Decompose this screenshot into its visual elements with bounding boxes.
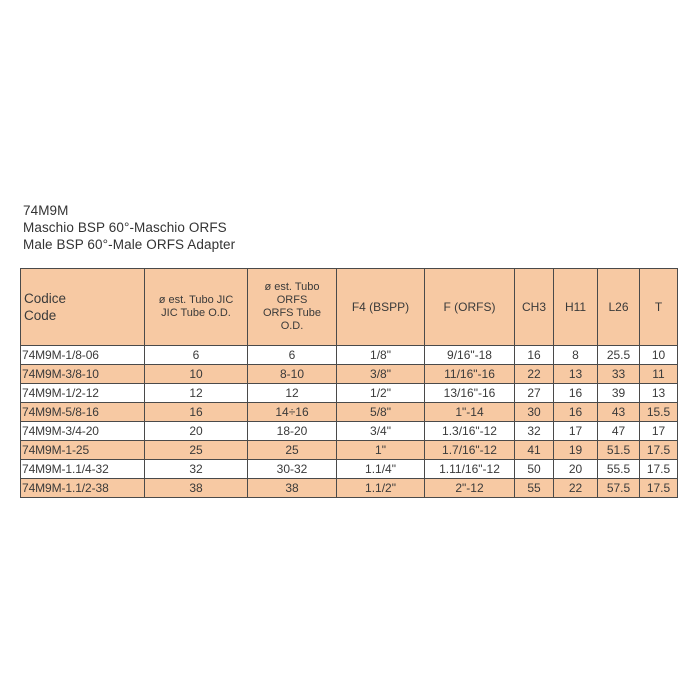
cell-f: 11/16"-16 — [425, 365, 515, 384]
cell-jic: 20 — [145, 422, 248, 441]
cell-f: 13/16"-16 — [425, 384, 515, 403]
table-row — [21, 346, 678, 365]
cell-f4: 3/8" — [337, 365, 425, 384]
header-orfs-tube-od: ø est. Tubo ORFS ORFS Tube O.D. — [248, 269, 337, 346]
cell-f4: 1/2" — [337, 384, 425, 403]
cell-f: 1.11/16"-12 — [425, 460, 515, 479]
cell-code: 74M9M-1-25 — [21, 441, 145, 460]
cell-l26: 47 — [598, 422, 640, 441]
cell-jic: 10 — [145, 365, 248, 384]
table-row — [21, 479, 678, 498]
cell-f: 1.3/16"-12 — [425, 422, 515, 441]
cell-f: 9/16"-18 — [425, 346, 515, 365]
cell-l26: 39 — [598, 384, 640, 403]
cell-h11: 8 — [554, 346, 598, 365]
cell-t: 17.5 — [640, 441, 678, 460]
cell-jic: 25 — [145, 441, 248, 460]
cell-ch3: 22 — [515, 365, 554, 384]
table-row — [21, 460, 678, 479]
cell-code: 74M9M-1.1/4-32 — [21, 460, 145, 479]
cell-jic: 12 — [145, 384, 248, 403]
cell-h11: 22 — [554, 479, 598, 498]
product-heading — [23, 202, 235, 253]
cell-f: 1.7/16"-12 — [425, 441, 515, 460]
header-l26: L26 — [598, 269, 640, 346]
cell-t: 11 — [640, 365, 678, 384]
cell-h11: 16 — [554, 403, 598, 422]
cell-jic: 6 — [145, 346, 248, 365]
cell-jic: 32 — [145, 460, 248, 479]
cell-l26: 55.5 — [598, 460, 640, 479]
cell-ch3: 55 — [515, 479, 554, 498]
cell-t: 17.5 — [640, 460, 678, 479]
cell-t: 17 — [640, 422, 678, 441]
header-h11: H11 — [554, 269, 598, 346]
header-f4-bspp: F4 (BSPP) — [337, 269, 425, 346]
product-title-english: Male BSP 60°-Male ORFS Adapter — [23, 237, 236, 252]
cell-code: 74M9M-1.1/2-38 — [21, 479, 145, 498]
cell-ch3: 50 — [515, 460, 554, 479]
table-row — [21, 422, 678, 441]
cell-h11: 16 — [554, 384, 598, 403]
cell-f4: 5/8" — [337, 403, 425, 422]
cell-orfs: 25 — [248, 441, 337, 460]
cell-orfs: 12 — [248, 384, 337, 403]
cell-orfs: 18-20 — [248, 422, 337, 441]
cell-orfs: 8-10 — [248, 365, 337, 384]
cell-orfs: 6 — [248, 346, 337, 365]
header-code: Codice Code — [21, 269, 145, 346]
cell-h11: 17 — [554, 422, 598, 441]
cell-t: 13 — [640, 384, 678, 403]
cell-code: 74M9M-1/8-06 — [21, 346, 145, 365]
cell-ch3: 27 — [515, 384, 554, 403]
cell-h11: 19 — [554, 441, 598, 460]
cell-l26: 51.5 — [598, 441, 640, 460]
cell-h11: 20 — [554, 460, 598, 479]
cell-h11: 13 — [554, 365, 598, 384]
cell-f4: 3/4" — [337, 422, 425, 441]
cell-t: 10 — [640, 346, 678, 365]
cell-code: 74M9M-1/2-12 — [21, 384, 145, 403]
cell-orfs: 30-32 — [248, 460, 337, 479]
cell-jic: 16 — [145, 403, 248, 422]
cell-l26: 57.5 — [598, 479, 640, 498]
cell-f4: 1.1/2" — [337, 479, 425, 498]
table-row — [21, 365, 678, 384]
specification-table — [20, 268, 678, 498]
cell-l26: 25.5 — [598, 346, 640, 365]
table-row — [21, 384, 678, 403]
header-f-orfs: F (ORFS) — [425, 269, 515, 346]
header-ch3: CH3 — [515, 269, 554, 346]
header-jic-tube-od: ø est. Tubo JIC JIC Tube O.D. — [145, 269, 248, 346]
cell-l26: 33 — [598, 365, 640, 384]
cell-code: 74M9M-3/4-20 — [21, 422, 145, 441]
cell-f: 1"-14 — [425, 403, 515, 422]
cell-ch3: 41 — [515, 441, 554, 460]
cell-f: 2"-12 — [425, 479, 515, 498]
product-title-italian: Maschio BSP 60°-Maschio ORFS — [23, 220, 227, 235]
header-t: T — [640, 269, 678, 346]
cell-jic: 38 — [145, 479, 248, 498]
cell-ch3: 32 — [515, 422, 554, 441]
cell-code: 74M9M-5/8-16 — [21, 403, 145, 422]
cell-t: 15.5 — [640, 403, 678, 422]
cell-f4: 1" — [337, 441, 425, 460]
table-row — [21, 441, 678, 460]
cell-ch3: 30 — [515, 403, 554, 422]
table-row — [21, 403, 678, 422]
cell-l26: 43 — [598, 403, 640, 422]
cell-orfs: 14÷16 — [248, 403, 337, 422]
cell-ch3: 16 — [515, 346, 554, 365]
cell-t: 17.5 — [640, 479, 678, 498]
cell-f4: 1/8" — [337, 346, 425, 365]
cell-f4: 1.1/4" — [337, 460, 425, 479]
product-code: 74M9M — [23, 203, 69, 218]
cell-orfs: 38 — [248, 479, 337, 498]
cell-code: 74M9M-3/8-10 — [21, 365, 145, 384]
table-header-row — [21, 269, 678, 346]
